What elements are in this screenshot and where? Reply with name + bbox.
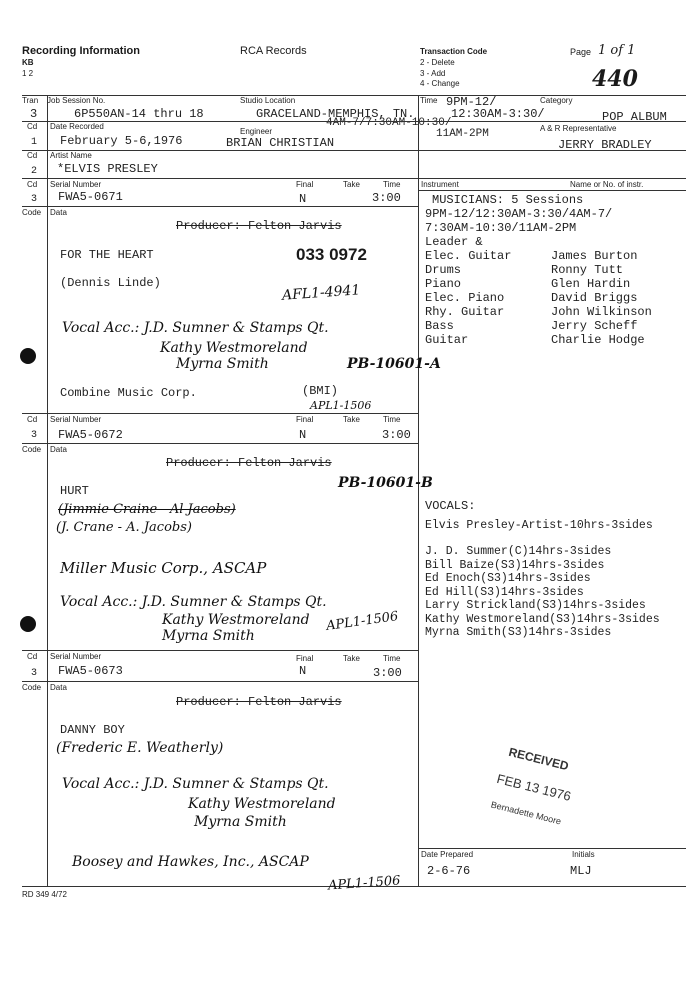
artist-value: *ELVIS PRESLEY xyxy=(57,162,158,176)
punch-hole-2 xyxy=(20,616,36,632)
song3-time-label: Time xyxy=(383,654,401,663)
song3-apl-number: APL1-1506 xyxy=(327,873,401,894)
song3-final-value: N xyxy=(299,664,307,678)
song3-data-label: Data xyxy=(50,683,67,692)
musician-instrument: Rhy. Guitar xyxy=(425,305,505,319)
song1-apl-number: APL1-1506 xyxy=(310,399,372,412)
song3-cd-value: 3 xyxy=(31,668,38,679)
divider-row3 xyxy=(22,178,686,179)
song3-publisher: Boosey and Hawkes, Inc., ASCAP xyxy=(72,854,309,870)
musicians-sessions-2: 7:30AM-10:30/11AM-2PM xyxy=(425,221,577,235)
transaction-code-label: Transaction Code xyxy=(420,47,488,56)
song1-cd-value: 3 xyxy=(31,194,38,205)
vocalist-entry: Bill Baize(S3)14hrs-3sides xyxy=(425,558,605,572)
time-value-4: 11AM-2PM xyxy=(436,128,489,140)
musician-name: David Briggs xyxy=(551,291,638,305)
company-name: RCA Records xyxy=(240,45,307,57)
kb-label: KB xyxy=(22,58,34,67)
song1-final-value: N xyxy=(299,192,307,206)
date-prepared-label: Date Prepared xyxy=(421,850,474,859)
row2-cd-value: 1 xyxy=(31,137,38,148)
song1-title: FOR THE HEART xyxy=(60,248,154,262)
divider-top xyxy=(22,95,686,96)
initials-value: MLJ xyxy=(570,864,592,878)
ar-label: A & R Representative xyxy=(540,124,617,133)
song1-serial-label: Serial Number xyxy=(50,180,102,189)
song2-final-value: N xyxy=(299,428,307,442)
studio-value: GRACELAND-MEMPHIS, TN. xyxy=(256,107,415,121)
transaction-code-add: 3 - Add xyxy=(420,68,446,78)
song1-vocal-line2: Kathy Westmoreland xyxy=(160,340,308,356)
song1-vocal-line3: Myrna Smith xyxy=(176,356,269,372)
name-or-no-label: Name or No. of instr. xyxy=(570,180,644,189)
musicians-leader: Leader & xyxy=(425,235,483,249)
studio-label: Studio Location xyxy=(240,96,296,105)
song2-producer: Producer: Felton Jarvis xyxy=(166,456,332,470)
song3-final-label: Final xyxy=(296,654,314,663)
song1-time-value: 3:00 xyxy=(372,191,401,205)
musician-row xyxy=(425,263,652,277)
tran-value: 3 xyxy=(30,107,38,121)
page-label: Page xyxy=(570,47,592,57)
song3-take-label: Take xyxy=(343,654,360,663)
vocalist-entry: Larry Strickland(S3)14hrs-3sides xyxy=(425,599,646,612)
song2-title: HURT xyxy=(60,484,89,498)
song2-writer-struck: (Jimmie Craine - Al Jacobs) xyxy=(58,502,236,517)
song1-pb-number: PB-10601-A xyxy=(347,356,441,372)
musician-instrument: Bass xyxy=(425,319,454,333)
form-title: Recording Information xyxy=(22,45,140,57)
col-sep-left-top xyxy=(47,95,48,178)
song3-vocal-line3: Myrna Smith xyxy=(194,814,287,830)
musician-instrument: Drums xyxy=(425,263,462,277)
song1-number-stamp: 033 0972 xyxy=(296,245,367,264)
musicians-heading: MUSICIANS: 5 Sessions xyxy=(432,193,584,207)
transaction-code-change: 4 - Change xyxy=(420,79,460,88)
vocalist-entry: Ed Enoch(S3)14hrs-3sides xyxy=(425,572,591,585)
song2-writer: (J. Crane - A. Jacobs) xyxy=(56,520,192,535)
vocalist-entry: J. D. Summer(C)14hrs-3sides xyxy=(425,545,612,558)
vocals-list xyxy=(425,545,660,640)
musician-row xyxy=(425,333,652,347)
song3-writer: (Frederic E. Weatherly) xyxy=(56,740,224,756)
musician-instrument: Elec. Piano xyxy=(425,291,505,305)
song1-afl-number: AFL1-4941 xyxy=(281,282,361,304)
transaction-code-list xyxy=(420,58,460,90)
song3-serial-label: Serial Number xyxy=(50,652,102,661)
song2-header-divider xyxy=(22,443,418,444)
song2-take-label: Take xyxy=(343,415,360,424)
song3-time-value: 3:00 xyxy=(373,666,402,680)
song1-end-divider xyxy=(22,413,418,414)
document-number: 440 xyxy=(592,66,638,92)
musician-row xyxy=(425,291,652,305)
song3-title: DANNY BOY xyxy=(60,723,125,737)
musician-instrument: Guitar xyxy=(425,333,469,347)
musician-name: John Wilkinson xyxy=(551,305,652,319)
song2-final-label: Final xyxy=(296,415,314,424)
song1-bmi: (BMI) xyxy=(302,384,339,398)
song3-serial-value: FWA5-0673 xyxy=(58,664,123,678)
date-recorded-value: February 5-6,1976 xyxy=(60,134,183,148)
song1-code-label: Code xyxy=(22,208,42,217)
date-prepared-value: 2-6-76 xyxy=(427,864,471,878)
song2-pb-number: PB-10601-B xyxy=(338,475,433,491)
received-stamp-word: RECEIVED xyxy=(507,744,571,774)
musician-row xyxy=(425,277,652,291)
row3-cd-label: Cd xyxy=(27,151,38,160)
date-recorded-label: Date Recorded xyxy=(50,122,104,131)
song2-cd-value: 3 xyxy=(31,430,38,441)
musician-instrument: Piano xyxy=(425,277,462,291)
time-value-1: 9PM-12/ xyxy=(446,95,497,109)
engineer-value: BRIAN CHRISTIAN xyxy=(226,136,335,150)
received-stamp-name: Bernadette Moore xyxy=(489,799,563,827)
song3-producer: Producer: Felton Jarvis xyxy=(176,695,342,709)
ar-value: JERRY BRADLEY xyxy=(558,138,652,152)
song1-final-label: Final xyxy=(296,180,314,189)
song3-vocal-line1: Vocal Acc.: J.D. Sumner & Stamps Qt. xyxy=(62,776,329,792)
punch-hole-1 xyxy=(20,348,36,364)
song3-code-label: Code xyxy=(22,683,42,692)
vocalist-entry: Kathy Westmoreland(S3)14hrs-3sides xyxy=(425,612,660,626)
song2-cd-label: Cd xyxy=(27,415,38,424)
musician-instrument: Elec. Guitar xyxy=(425,249,512,263)
song2-publisher: Miller Music Corp., ASCAP xyxy=(60,559,267,577)
divider-row1 xyxy=(22,121,686,122)
job-label: Job Session No. xyxy=(47,96,106,105)
category-value: POP ALBUM xyxy=(602,110,667,124)
category-label: Category xyxy=(540,96,573,105)
musician-row xyxy=(425,305,652,319)
job-value: 6P550AN-14 thru 18 xyxy=(74,107,204,121)
row3-cd-value: 2 xyxy=(31,166,38,177)
divider-row2 xyxy=(22,150,686,151)
song1-vocal-line1: Vocal Acc.: J.D. Sumner & Stamps Qt. xyxy=(62,320,329,336)
vocalist-entry: Myrna Smith(S3)14hrs-3sides xyxy=(425,626,612,639)
time-label: Time xyxy=(420,96,438,105)
song1-header-divider xyxy=(22,206,418,207)
musician-name: Charlie Hodge xyxy=(551,333,645,347)
transaction-code-delete: 2 - Delete xyxy=(420,58,455,67)
song2-apl-number: APL1-1506 xyxy=(325,609,400,634)
song2-time-label: Time xyxy=(383,415,401,424)
artist-label: Artist Name xyxy=(50,151,92,160)
song2-data-label: Data xyxy=(50,445,67,454)
vocals-heading: VOCALS: xyxy=(425,499,476,513)
tran-label: Tran xyxy=(22,96,39,105)
musician-row xyxy=(425,319,652,333)
musician-name: James Burton xyxy=(551,249,638,263)
song1-serial-value: FWA5-0671 xyxy=(58,190,123,204)
musicians-sessions: 9PM-12/12:30AM-3:30/4AM-7/ xyxy=(425,207,613,221)
song2-time-value: 3:00 xyxy=(382,428,411,442)
time-value-2: 12:30AM-3:30/ xyxy=(451,107,545,121)
song2-vocal-line2: Kathy Westmoreland xyxy=(162,612,310,628)
song1-publisher: Combine Music Corp. xyxy=(60,386,197,400)
vocals-artist: Elvis Presley-Artist-10hrs-3sides xyxy=(425,519,653,532)
initials-label: Initials xyxy=(572,850,595,859)
song1-data-label: Data xyxy=(50,208,67,217)
kb-code: 1 2 xyxy=(22,69,34,78)
song1-take-label: Take xyxy=(343,180,360,189)
song1-cd-label: Cd xyxy=(27,180,38,189)
vocalist-entry: Ed Hill(S3)14hrs-3sides xyxy=(425,585,584,599)
song2-vocal-line1: Vocal Acc.: J.D. Sumner & Stamps Qt. xyxy=(60,594,327,610)
footer-box-divider xyxy=(418,848,686,849)
song2-end-divider xyxy=(22,650,418,651)
page-of: 1 of 1 xyxy=(598,43,636,58)
musician-name: Ronny Tutt xyxy=(551,263,624,277)
instrument-header-divider xyxy=(418,190,686,191)
musician-name: Glen Hardin xyxy=(551,277,631,291)
song1-producer: Producer: Felton Jarvis xyxy=(176,219,342,233)
instrument-label: Instrument xyxy=(421,180,459,189)
col-sep-left xyxy=(47,178,48,886)
song1-time-label: Time xyxy=(383,180,401,189)
song2-vocal-line3: Myrna Smith xyxy=(162,628,255,644)
musician-row xyxy=(425,249,652,263)
musician-roster xyxy=(425,249,652,347)
form-number: RD 349 4/72 xyxy=(22,890,67,899)
time-value-3: 4AM-7/7:30AM-10:30/ xyxy=(326,117,452,129)
received-stamp-date: FEB 13 1976 xyxy=(495,771,573,804)
song2-code-label: Code xyxy=(22,445,42,454)
song3-vocal-line2: Kathy Westmoreland xyxy=(188,796,336,812)
engineer-label: Engineer xyxy=(240,127,273,136)
row2-cd-label: Cd xyxy=(27,122,38,131)
song3-cd-label: Cd xyxy=(27,652,38,661)
song2-serial-value: FWA5-0672 xyxy=(58,428,123,442)
song3-header-divider xyxy=(22,681,418,682)
musician-name: Jerry Scheff xyxy=(551,319,638,333)
song1-writer: (Dennis Linde) xyxy=(60,276,161,290)
song2-serial-label: Serial Number xyxy=(50,415,102,424)
